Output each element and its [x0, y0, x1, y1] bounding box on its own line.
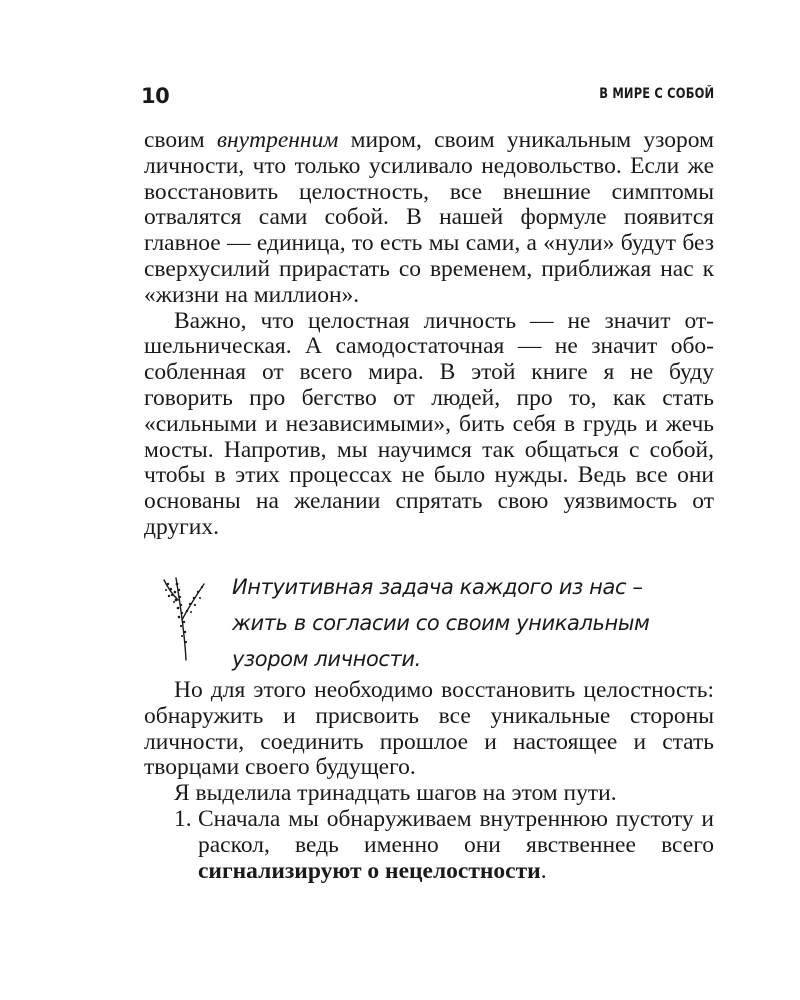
quote-line-3: узором личности.	[232, 647, 421, 671]
body-text-bottom	[144, 678, 714, 884]
body-text-top	[144, 128, 714, 541]
paragraph-3: Но для этого необходимо восстановить целостность: обнаружить и присвоить все уникальные стороны личности, соединить прошлое и настоящее и стать творцами своего будущего.	[144, 677, 714, 781]
emphasis-word: внутренним	[216, 127, 339, 153]
quote-line-2: жить в согласии со своим уникальным	[232, 611, 650, 635]
bold-phrase: сигнализируют о нецелостности	[198, 857, 541, 884]
running-title: В МИРЕ С СОБОЙ	[598, 86, 714, 102]
paragraph-2: Важно, что целостная личность — не значит отшельническая. А самодостаточная — не значит обособленная от всего мира. В этой книге я не буду говорить про бегство от людей, про то, как стать «сильными и независимыми», бить себя в грудь и жечь мосты. Напротив, мы научимся так общаться с собой, чтобы в этих процессах не было нужды. Ведь все они основаны на желании спрятать свою уязвимость от других.	[144, 307, 714, 540]
page-number: 10	[141, 84, 170, 108]
list-item: 1. Сначала мы обнаруживаем внутреннюю пустоту и раскол, ведь именно они явственнее всего сигнализируют о нецелостности.	[174, 805, 714, 884]
paragraph-1: своим внутренним миром, своим уникальным узором личности, что только усиливало недовольство. Если же восстановить целостность, все внешние симптомы отвалятся сами собой. В нашей формуле появится главное — единица, то есть мы сами, а «нули» будут без сверхусилий прирастать со временем, приближая нас к «жизни на миллион».	[144, 127, 714, 308]
pull-quote	[232, 569, 702, 677]
list-item-number: 1.	[174, 805, 192, 832]
quote-line-1: Интуитивная задача каждого из нас –	[232, 575, 643, 599]
wheat-sprig-icon	[160, 570, 218, 662]
paragraph-4: Я выделила тринадцать шагов на этом пути.	[174, 780, 617, 807]
